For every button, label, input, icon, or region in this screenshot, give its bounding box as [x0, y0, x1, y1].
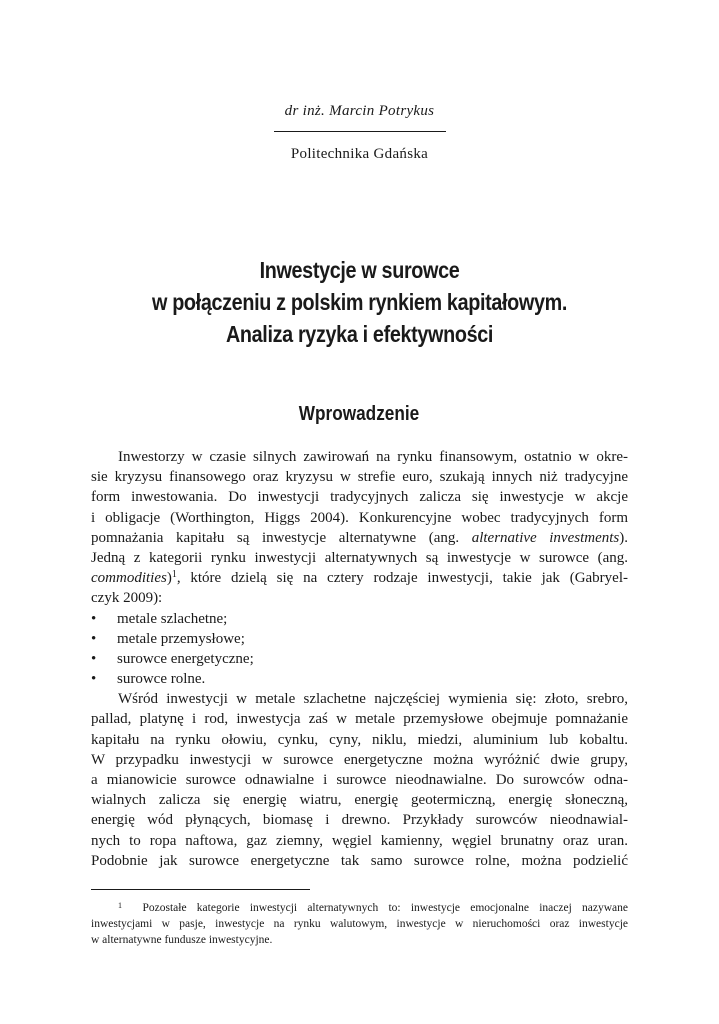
paragraph-2-line: W przypadku inwestycji w surowce energetyczne można wyróżnić dwie grupy,: [91, 751, 628, 768]
footnote-line: w alternatywne fundusze inwestycyjne.: [91, 934, 273, 946]
list-item: [91, 629, 628, 649]
text-run: ).: [619, 529, 629, 546]
paragraph-1-line: czyk 2009):: [91, 590, 163, 607]
text-run: , które dzielą się na cztery rodzaje inwestycji, takie jak (Gabryel-: [176, 570, 628, 587]
footnote: [91, 900, 628, 948]
italic-term: commodities: [91, 570, 167, 587]
list-item-text: surowce rolne.: [117, 671, 206, 688]
section-heading-text: Wprowadzenie: [299, 403, 420, 425]
paragraph-1-line: [91, 568, 628, 588]
paragraph-1-line: Inwestorzy w czasie silnych zawirowań na rynku finansowym, ostatnio w okre-: [118, 449, 628, 465]
title-line-1: Inwestycje w surowce: [259, 257, 460, 283]
paragraph-2-line: a mianowicie surowce odnawialne i surowce nieodnawialne. Do surowców odna-: [91, 772, 628, 788]
footnote-reference[interactable]: 1: [171, 569, 177, 581]
footnote-line: inwestycjami w pasje, inwestycje na rynku walutowym, inwestycje w nieruchomości oraz inwestycje: [91, 918, 628, 930]
paragraph-1-line: [91, 528, 628, 548]
paragraph-2-line: wialnych zalicza się energię wiatru, energię geotermiczną, energię słoneczną,: [91, 792, 628, 809]
footnote-divider: [91, 889, 310, 890]
list-item-text: metale przemysłowe;: [117, 630, 245, 647]
paragraph-2-line: pallad, platynę i rod, inwestycja zaś w metale przemysłowe obejmuje pomnażanie: [91, 711, 628, 728]
paragraph-1-line: Jedną z kategorii rynku inwestycji alternatywnych są inwestycje w surowce (ang.: [91, 549, 628, 566]
paragraph-2-line: Podobnie jak surowce energetyczne tak samo surowce rolne, można podzielić: [91, 852, 628, 869]
paragraph-2-line: nych to ropa naftowa, gaz ziemny, węgiel kamienny, węgiel brunatny oraz uran.: [91, 832, 628, 849]
body-text: [91, 447, 628, 871]
paragraph-1-line: sie kryzysu finansowego oraz kryzysu w strefie euro, szukają innych niż tradycyjne: [91, 469, 628, 486]
list-item-text: metale szlachetne;: [117, 610, 228, 627]
paper-title: [0, 254, 719, 350]
list-item: [91, 669, 628, 689]
author-divider: [274, 131, 446, 132]
list-item-text: surowce energetyczne;: [117, 650, 254, 667]
footnote-line: [91, 900, 628, 916]
section-heading: [0, 400, 719, 428]
bullet-marker: •: [91, 671, 97, 688]
author-name: dr inż. Marcin Potrykus: [284, 103, 435, 119]
footnote-text: Pozostałe kategorie inwestycji alternatywnych to: inwestycje emocjonalne inaczej nazywane: [142, 902, 628, 914]
footnote-mark: 1: [118, 901, 122, 910]
paragraph-2-line: energię wód płynących, biomasę i drewno. Przykłady surowców nieodnawial-: [91, 812, 628, 829]
italic-term: alternative investments: [471, 529, 620, 546]
paragraph-2-line: Wśród inwestycji w metale szlachetne najczęściej wymienia się: złoto, srebro,: [118, 691, 628, 708]
bullet-marker: •: [91, 610, 97, 627]
list-item: [91, 609, 628, 629]
bullet-marker: •: [91, 630, 97, 647]
affiliation: Politechnika Gdańska: [290, 146, 429, 162]
text-run: ): [166, 570, 172, 587]
paragraph-1-line: i obligacje (Worthington, Higgs 2004). Konkurencyjne wobec tradycyjnych form: [91, 509, 628, 526]
list-item: [91, 649, 628, 669]
paragraph-1-line: form inwestowania. Do inwestycji tradycyjnych zalicza się inwestycje w akcje: [91, 489, 628, 506]
bullet-marker: •: [91, 650, 97, 667]
text-run: pomnażania kapitału są inwestycje alternatywne (ang.: [91, 529, 472, 546]
title-line-2: w połączeniu z polskim rynkiem kapitałowym.: [151, 289, 568, 315]
title-line-3: Analiza ryzyka i efektywności: [225, 321, 494, 347]
paragraph-2-line: kapitału na rynku ołowiu, cynku, cyny, niklu, miedzi, aluminium lub kobaltu.: [91, 731, 628, 748]
